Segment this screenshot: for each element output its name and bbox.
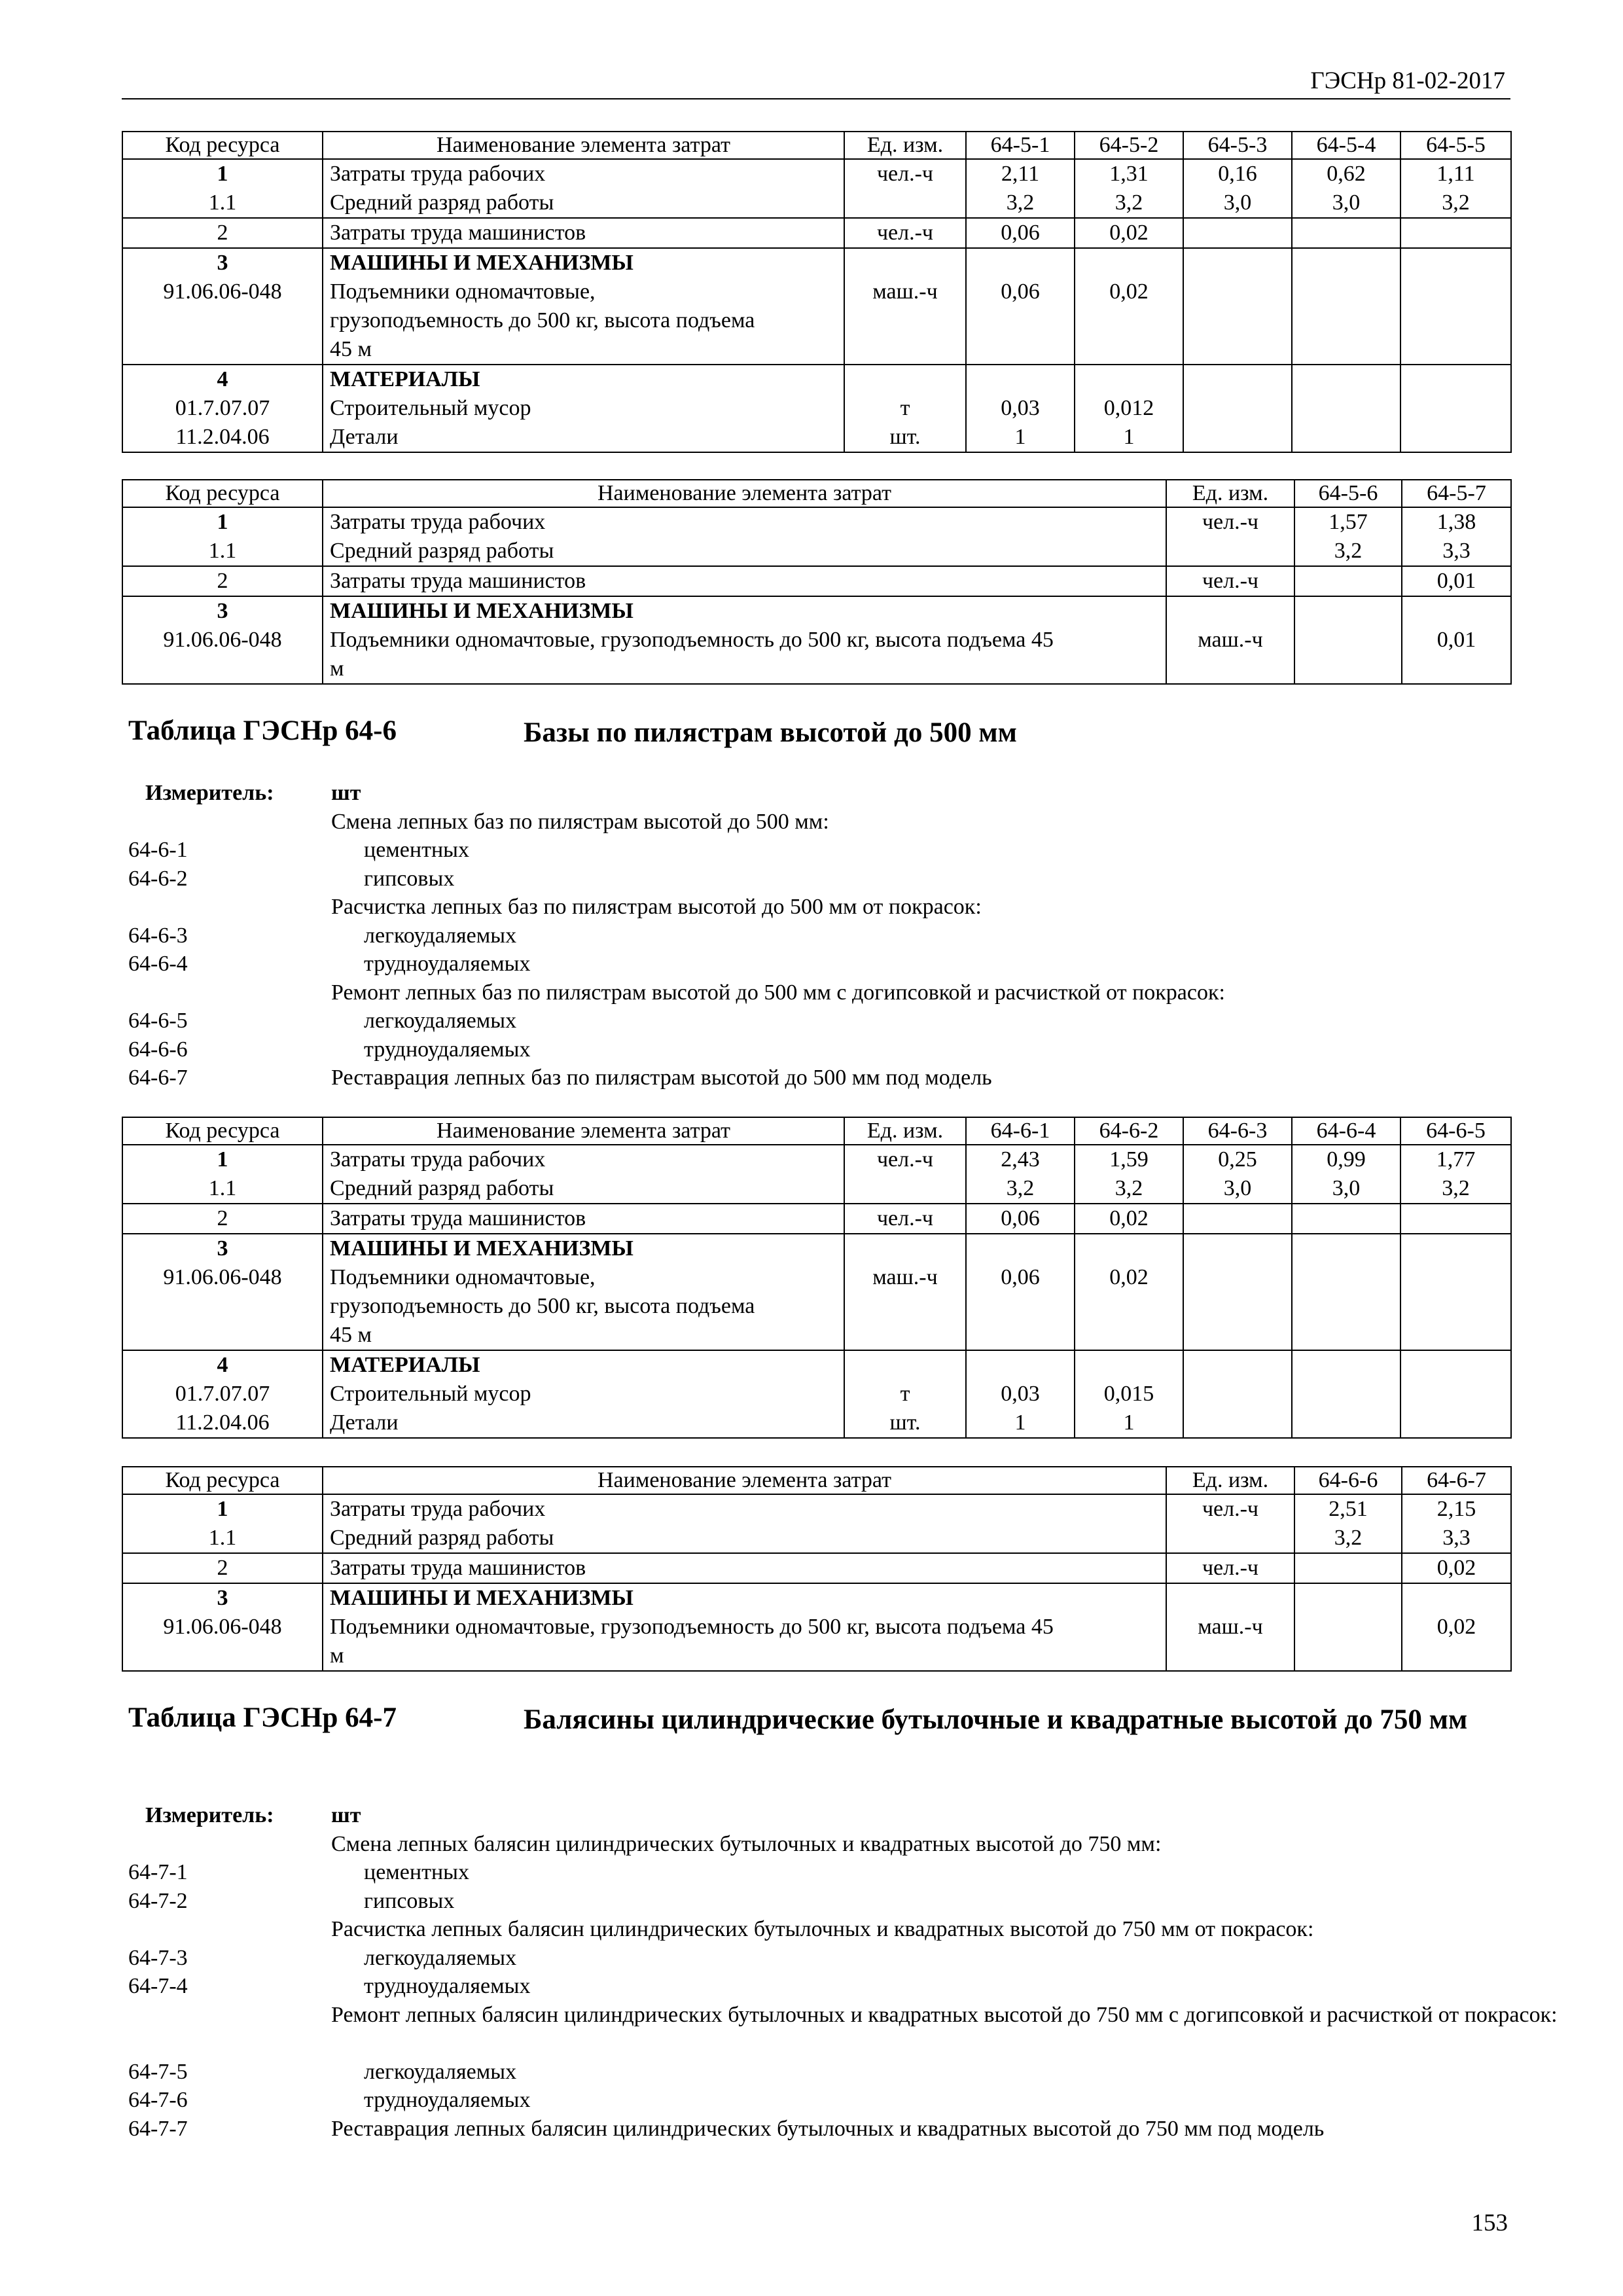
list-item: 64-6-7 Реставрация лепных баз по пилястрам высотой до 500 мм под модель — [128, 1066, 992, 1090]
norm-value: 0,02 — [1075, 248, 1183, 365]
meter-unit: шт — [331, 781, 361, 805]
list-item: 64-6-3 легкоудаляемых — [128, 923, 517, 948]
col-norm-header: 64-5-3 — [1183, 132, 1292, 159]
cost-element-name: Затраты труда рабочих Средний разряд работы — [323, 159, 844, 218]
table-row — [122, 566, 1511, 596]
cost-element-name: МАШИНЫ И МЕХАНИЗМЫ Подъемники одномачтовые, грузоподъемность до 500 кг, высота подъема 45 м — [323, 248, 844, 365]
norm-value: 0,99 3,0 — [1292, 1145, 1400, 1204]
norm-value: 0,25 3,0 — [1183, 1145, 1292, 1204]
table-header-row — [122, 132, 1511, 159]
table-title: Балясины цилиндрические бутылочные и квадратные высотой до 750 мм — [524, 1704, 1468, 1735]
resource-code: 1 1.1 — [122, 159, 323, 218]
resource-code: 2 — [122, 1553, 323, 1583]
norm-value: 0,01 — [1402, 566, 1511, 596]
resource-table-64-6-b — [122, 1466, 1512, 1672]
norm-value: 1,31 3,2 — [1075, 159, 1183, 218]
resource-code: 2 — [122, 566, 323, 596]
list-item: 64-6-6 трудноудаляемых — [128, 1037, 531, 1062]
unit: чел.-ч — [1166, 1494, 1294, 1553]
col-name-header: Наименование элемента затрат — [323, 132, 844, 159]
resource-table-64-6-a — [122, 1117, 1512, 1439]
cost-element-name: Затраты труда машинистов — [323, 566, 1166, 596]
norm-value: 0,06 — [966, 248, 1075, 365]
col-unit-header: Ед. изм. — [844, 1117, 966, 1145]
work-list-64-7 — [128, 1801, 1558, 2143]
col-name-header: Наименование элемента затрат — [323, 1117, 844, 1145]
col-norm-header: 64-6-2 — [1075, 1117, 1183, 1145]
norm-value: 1,77 3,2 — [1400, 1145, 1511, 1204]
norm-value: 0,02 — [1075, 1234, 1183, 1350]
norm-value: 0,012 1 — [1075, 365, 1183, 452]
col-name-header: Наименование элемента затрат — [323, 480, 1166, 507]
meter-unit: шт — [331, 1803, 361, 1827]
table-row — [122, 159, 1511, 218]
resource-code: 2 — [122, 1204, 323, 1234]
list-item: 64-6-5 легкоудаляемых — [128, 1009, 517, 1033]
cost-element-name: Затраты труда рабочих Средний разряд работы — [323, 1494, 1166, 1553]
norm-value: 0,02 — [1075, 218, 1183, 248]
table-header-row — [122, 1467, 1511, 1494]
col-norm-header: 64-6-1 — [966, 1117, 1075, 1145]
table-title: Базы по пилястрам высотой до 500 мм — [524, 717, 1017, 748]
col-norm-header: 64-5-7 — [1402, 480, 1511, 507]
document-code: ГЭСНр 81-02-2017 — [1310, 67, 1505, 94]
norm-value: 2,43 3,2 — [966, 1145, 1075, 1204]
resource-code: 2 — [122, 218, 323, 248]
col-code-header: Код ресурса — [122, 132, 323, 159]
norm-value: 0,03 1 — [966, 1350, 1075, 1438]
table-row — [122, 248, 1511, 365]
col-norm-header: 64-6-5 — [1400, 1117, 1511, 1145]
resource-code: 1 1.1 — [122, 1494, 323, 1553]
unit: чел.-ч — [1166, 507, 1294, 566]
meter-label: Измеритель: — [145, 1803, 274, 1827]
norm-value: 1,57 3,2 — [1294, 507, 1402, 566]
resource-code: 3 91.06.06-048 — [122, 596, 323, 684]
unit: чел.-ч — [844, 1204, 966, 1234]
cost-element-name: МАШИНЫ И МЕХАНИЗМЫ Подъемники одномачтовые, грузоподъемность до 500 кг, высота подъема 45 м — [323, 1583, 1166, 1671]
resource-code: 3 91.06.06-048 — [122, 1234, 323, 1350]
unit: т шт. — [844, 365, 966, 452]
col-unit-header: Ед. изм. — [844, 132, 966, 159]
list-item: Ремонт лепных баз по пилястрам высотой до 500 мм с догипсовкой и расчисткой от покрасок: — [331, 980, 1225, 1005]
col-unit-header: Ед. изм. — [1166, 480, 1294, 507]
list-item: Расчистка лепных баз по пилястрам высотой до 500 мм от покрасок: — [331, 895, 982, 919]
list-item: Смена лепных баз по пилястрам высотой до 500 мм: — [331, 809, 829, 834]
norm-value: 0,02 — [1075, 1204, 1183, 1234]
cost-element-name: МАШИНЫ И МЕХАНИЗМЫ Подъемники одномачтовые, грузоподъемность до 500 кг, высота подъема 45 м — [323, 596, 1166, 684]
col-name-header: Наименование элемента затрат — [323, 1467, 1166, 1494]
cost-element-name: Затраты труда машинистов — [323, 1553, 1166, 1583]
unit: чел.-ч — [844, 159, 966, 218]
norm-value — [1294, 566, 1402, 596]
unit: чел.-ч — [1166, 1553, 1294, 1583]
norm-value: 2,15 3,3 — [1402, 1494, 1511, 1553]
table-row — [122, 507, 1511, 566]
table-row — [122, 1145, 1511, 1204]
norm-value — [1294, 1583, 1402, 1671]
col-norm-header: 64-6-6 — [1294, 1467, 1402, 1494]
table-row — [122, 596, 1511, 684]
norm-value: 0,015 1 — [1075, 1350, 1183, 1438]
resource-code: 1 1.1 — [122, 1145, 323, 1204]
table-row — [122, 1234, 1511, 1350]
norm-value: 1,11 3,2 — [1400, 159, 1511, 218]
table-row — [122, 1553, 1511, 1583]
norm-value: 0,06 — [966, 218, 1075, 248]
work-list-64-6 — [128, 779, 1503, 1092]
cost-element-name: МАТЕРИАЛЫ Строительный мусор Детали — [323, 365, 844, 452]
table-header-row — [122, 1117, 1511, 1145]
resource-code: 4 01.7.07.07 11.2.04.06 — [122, 365, 323, 452]
col-code-header: Код ресурса — [122, 480, 323, 507]
list-item: Расчистка лепных балясин цилиндрических бутылочных и квадратных высотой до 750 мм от покрасок: — [331, 1917, 1314, 1941]
table-number: Таблица ГЭСНр 64-6 — [128, 715, 397, 746]
page-number: 153 — [1471, 2210, 1508, 2236]
meter-row — [128, 779, 1503, 808]
col-norm-header: 64-5-6 — [1294, 480, 1402, 507]
table-row — [122, 1350, 1511, 1438]
unit: чел.-ч — [844, 1145, 966, 1204]
resource-table-64-5-b — [122, 479, 1512, 685]
col-norm-header: 64-5-1 — [966, 132, 1075, 159]
norm-value: 0,06 — [966, 1234, 1075, 1350]
list-item: 64-6-1 цементных — [128, 838, 469, 862]
cost-element-name: МАТЕРИАЛЫ Строительный мусор Детали — [323, 1350, 844, 1438]
col-norm-header: 64-6-7 — [1402, 1467, 1511, 1494]
resource-code: 3 91.06.06-048 — [122, 1583, 323, 1671]
norm-value: 2,51 3,2 — [1294, 1494, 1402, 1553]
norm-value: 0,01 — [1402, 596, 1511, 684]
list-item: 64-7-5 легкоудаляемых — [128, 2059, 517, 2084]
list-item: 64-7-6 трудноудаляемых — [128, 2088, 531, 2112]
resource-code: 4 01.7.07.07 11.2.04.06 — [122, 1350, 323, 1438]
norm-value: 2,11 3,2 — [966, 159, 1075, 218]
list-item: Смена лепных балясин цилиндрических бутылочных и квадратных высотой до 750 мм: — [331, 1831, 1162, 1856]
unit: маш.-ч — [1166, 596, 1294, 684]
table-row — [122, 365, 1511, 452]
resource-code: 1 1.1 — [122, 507, 323, 566]
resource-code: 3 91.06.06-048 — [122, 248, 323, 365]
norm-value: 0,02 — [1402, 1583, 1511, 1671]
norm-value: 1,59 3,2 — [1075, 1145, 1183, 1204]
norm-value — [1294, 596, 1402, 684]
norm-value: 0,06 — [966, 1204, 1075, 1234]
list-item: Ремонт лепных балясин цилиндрических бутылочных и квадратных высотой до 750 мм с догипсовкой и расчисткой от покрасок: — [331, 2002, 1558, 2027]
norm-value: 0,16 3,0 — [1183, 159, 1292, 218]
cost-element-name: МАШИНЫ И МЕХАНИЗМЫ Подъемники одномачтовые, грузоподъемность до 500 кг, высота подъема 45 м — [323, 1234, 844, 1350]
col-code-header: Код ресурса — [122, 1467, 323, 1494]
cost-element-name: Затраты труда рабочих Средний разряд работы — [323, 1145, 844, 1204]
list-item: 64-6-2 гипсовых — [128, 866, 455, 891]
table-row — [122, 218, 1511, 248]
norm-value — [1294, 1553, 1402, 1583]
unit: чел.-ч — [844, 218, 966, 248]
col-norm-header: 64-6-3 — [1183, 1117, 1292, 1145]
col-norm-header: 64-5-2 — [1075, 132, 1183, 159]
cost-element-name: Затраты труда рабочих Средний разряд работы — [323, 507, 1166, 566]
col-norm-header: 64-5-5 — [1400, 132, 1511, 159]
norm-value: 1,38 3,3 — [1402, 507, 1511, 566]
cost-element-name: Затраты труда машинистов — [323, 1204, 844, 1234]
col-norm-header: 64-6-4 — [1292, 1117, 1400, 1145]
list-item: 64-7-7 Реставрация лепных балясин цилиндрических бутылочных и квадратных высотой до 750 мм под модель — [128, 2116, 1325, 2141]
norm-value: 0,02 — [1402, 1553, 1511, 1583]
list-item: 64-7-3 легкоудаляемых — [128, 1945, 517, 1970]
unit: чел.-ч — [1166, 566, 1294, 596]
unit: маш.-ч — [844, 1234, 966, 1350]
col-unit-header: Ед. изм. — [1166, 1467, 1294, 1494]
table-row — [122, 1583, 1511, 1671]
table-row — [122, 1494, 1511, 1553]
resource-table-64-5-a — [122, 131, 1512, 453]
unit: маш.-ч — [844, 248, 966, 365]
table-row — [122, 1204, 1511, 1234]
list-item: 64-7-4 трудноудаляемых — [128, 1974, 531, 1998]
table-header-row — [122, 480, 1511, 507]
norm-value: 0,62 3,0 — [1292, 159, 1400, 218]
table-number: Таблица ГЭСНр 64-7 — [128, 1702, 397, 1733]
header-rule — [122, 98, 1510, 99]
col-code-header: Код ресурса — [122, 1117, 323, 1145]
meter-label: Измеритель: — [145, 781, 274, 805]
list-item: 64-7-2 гипсовых — [128, 1888, 455, 1913]
unit: т шт. — [844, 1350, 966, 1438]
cost-element-name: Затраты труда машинистов — [323, 218, 844, 248]
unit: маш.-ч — [1166, 1583, 1294, 1671]
list-item: 64-6-4 трудноудаляемых — [128, 952, 531, 976]
norm-value: 0,03 1 — [966, 365, 1075, 452]
list-item: 64-7-1 цементных — [128, 1860, 469, 1884]
col-norm-header: 64-5-4 — [1292, 132, 1400, 159]
meter-row — [128, 1801, 1503, 1830]
